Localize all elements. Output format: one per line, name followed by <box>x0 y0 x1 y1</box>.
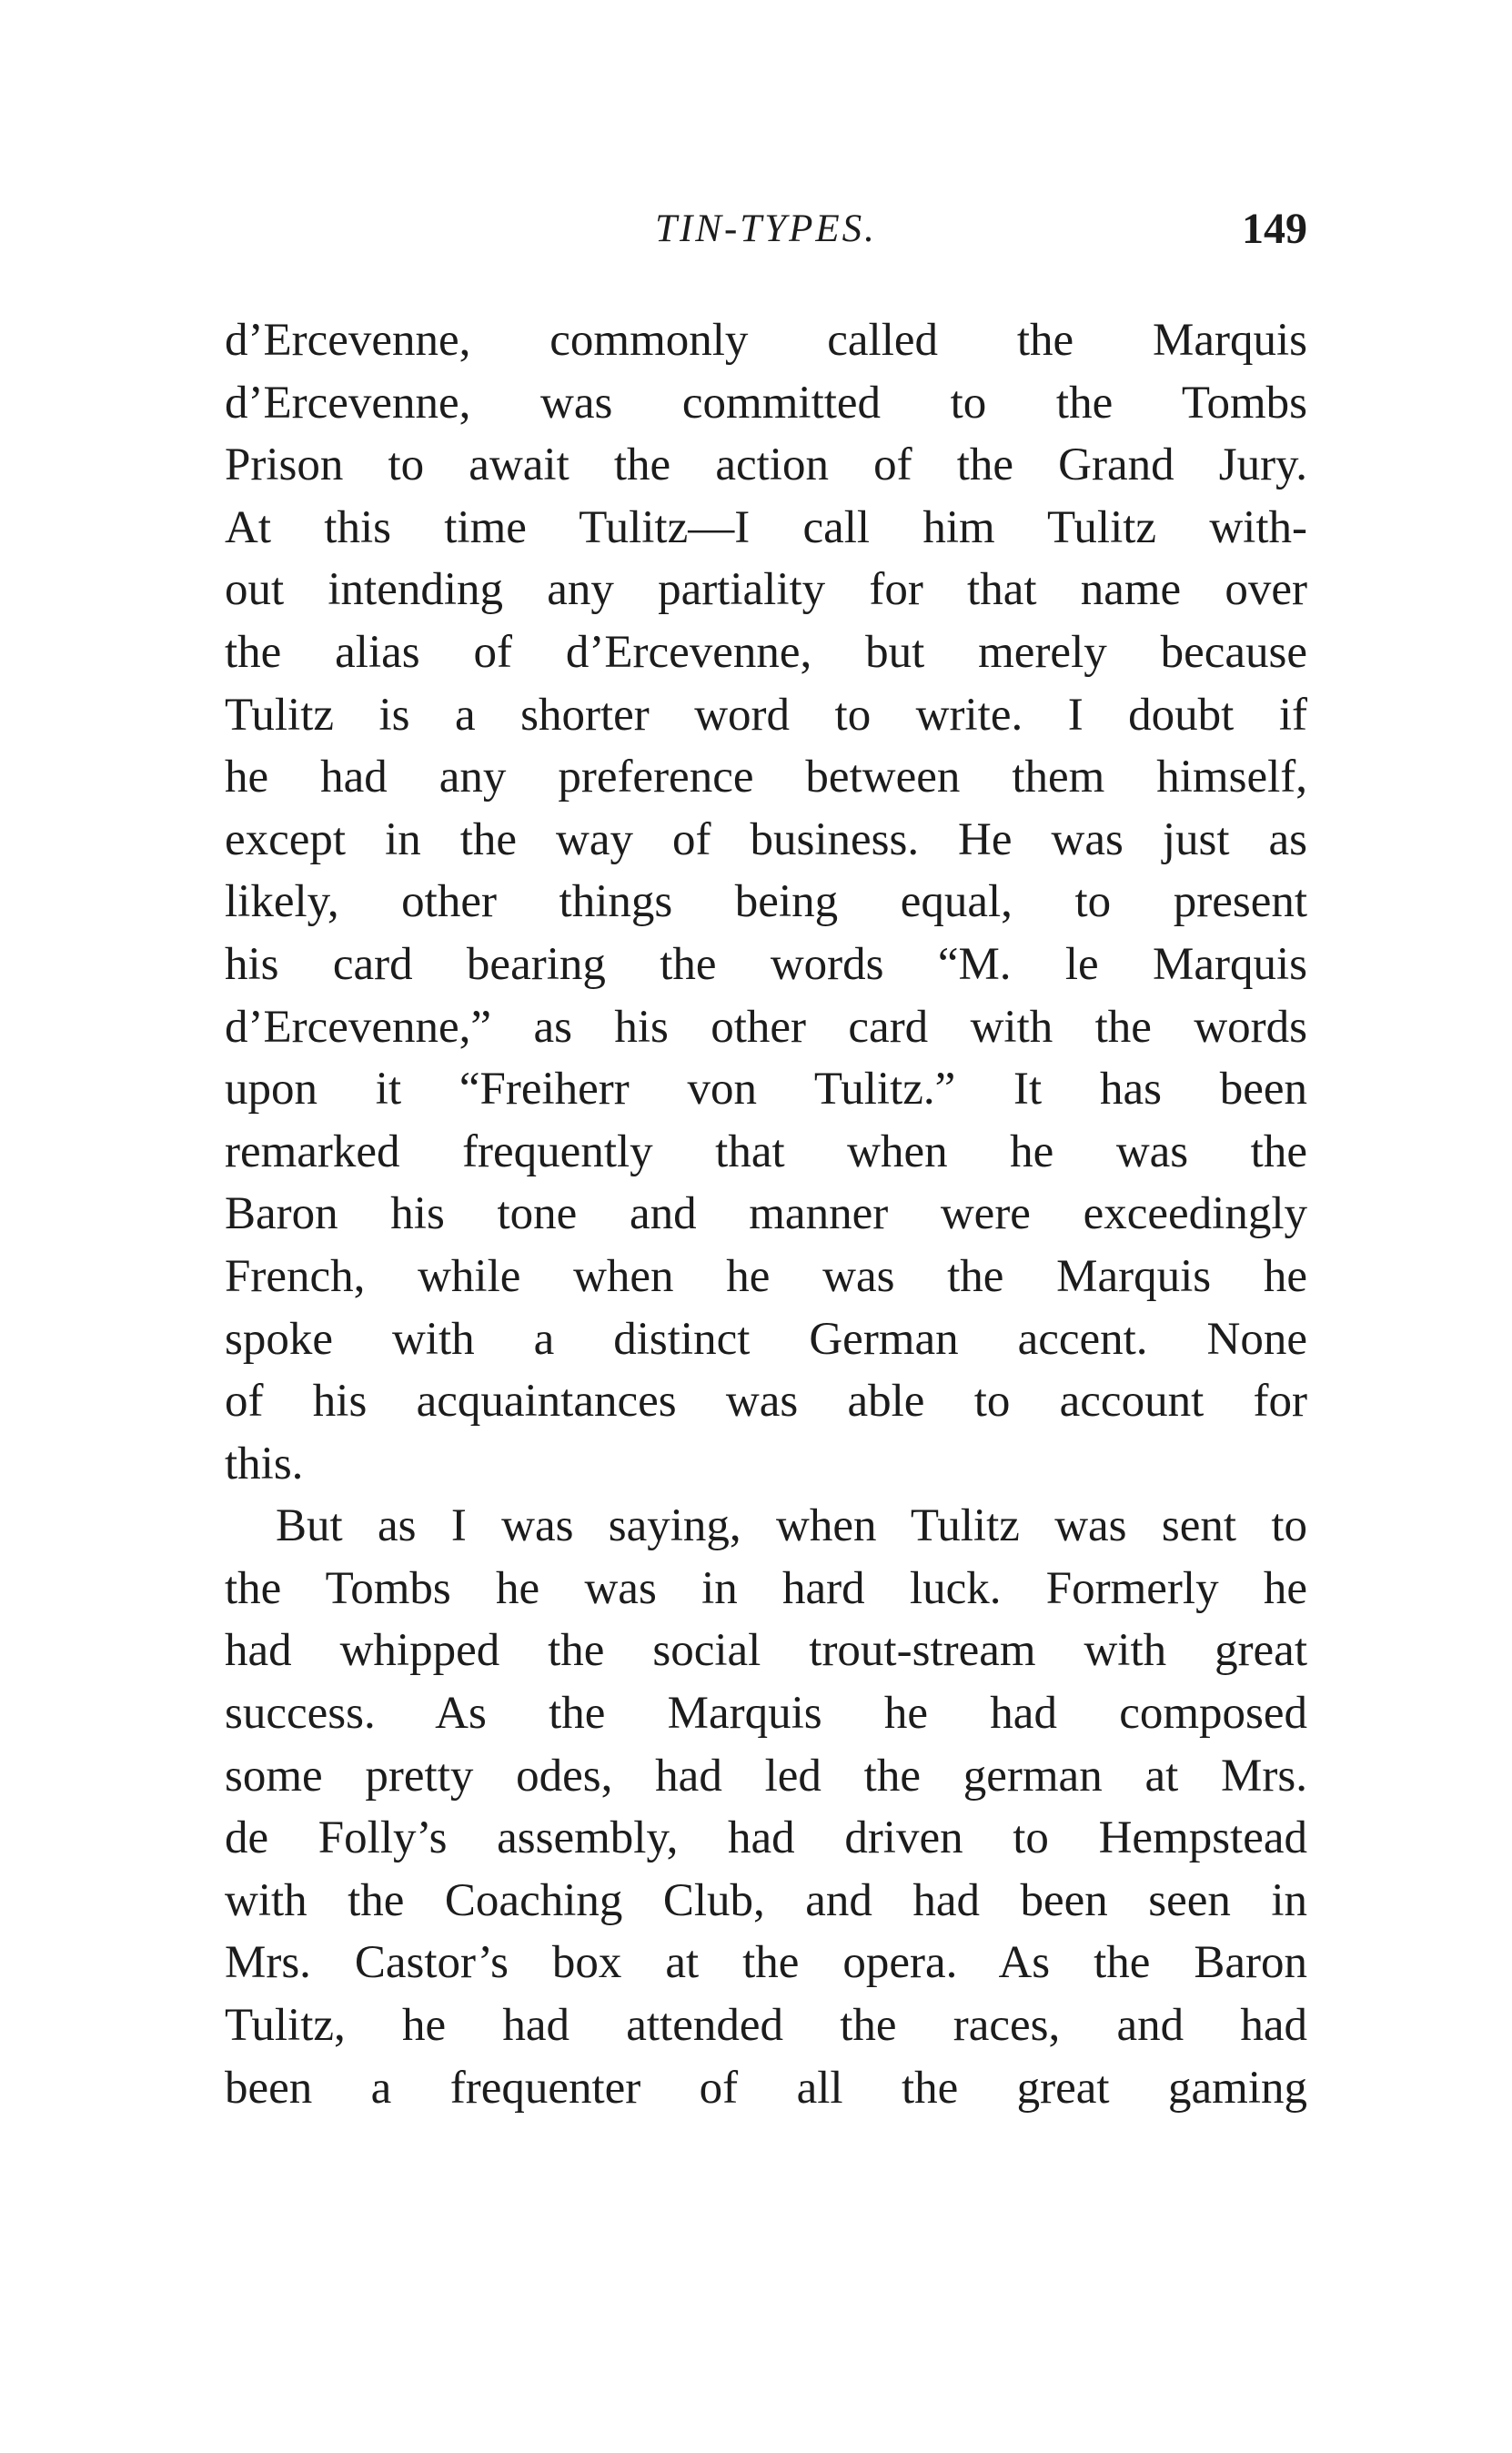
text-line: d’Ercevenne, was committed to the Tombs <box>225 377 1307 429</box>
body-text <box>225 309 1307 2119</box>
text-line: Mrs. Castor’s box at the opera. As the Baron <box>225 1937 1307 1989</box>
text-line: likely, other things being equal, to present <box>225 876 1307 928</box>
text-line: the alias of d’Ercevenne, but merely because <box>225 626 1307 678</box>
running-head <box>225 202 1307 257</box>
text-line: success. As the Marquis he had composed <box>225 1688 1307 1740</box>
text-line: out intending any partiality for that name over <box>225 564 1307 616</box>
text-line: except in the way of business. He was just as <box>225 813 1307 865</box>
text-line: French, while when he was the Marquis he <box>225 1250 1307 1302</box>
text-line: But as I was saying, when Tulitz was sent to <box>276 1500 1307 1552</box>
text-line: At this time Tulitz—I call him Tulitz with- <box>225 501 1307 553</box>
text-line: with the Coaching Club, and had been seen in <box>225 1874 1307 1926</box>
text-line: some pretty odes, had led the german at Mrs. <box>225 1750 1307 1802</box>
text-line: upon it “Freiherr von Tulitz.” It has been <box>225 1064 1307 1115</box>
text-line: spoke with a distinct German accent. None <box>225 1313 1307 1365</box>
text-line: been a frequenter of all the great gaming <box>225 2062 1307 2114</box>
text-line: had whipped the social trout-stream with great <box>225 1625 1307 1677</box>
text-line: Tulitz, he had attended the races, and had <box>225 2000 1307 2052</box>
paragraph-1 <box>225 309 1307 1495</box>
text-line: Baron his tone and manner were exceedingly <box>225 1188 1307 1240</box>
text-line: Prison to await the action of the Grand Jury. <box>225 439 1307 491</box>
text-line: his card bearing the words “M. le Marquis <box>225 938 1307 990</box>
text-line: this. <box>225 1438 304 1489</box>
page-number: 149 <box>1242 205 1307 253</box>
text-line: de Folly’s assembly, had driven to Hempstead <box>225 1812 1307 1864</box>
text-line: remarked frequently that when he was the <box>225 1126 1307 1177</box>
text-line: d’Ercevenne, commonly called the Marquis <box>225 315 1307 366</box>
running-title: TIN-TYPES. <box>655 207 877 250</box>
text-line: Tulitz is a shorter word to write. I doubt if <box>225 689 1307 741</box>
text-line: he had any preference between them himself, <box>225 752 1307 803</box>
text-line: of his acquaintances was able to account for <box>225 1376 1307 1428</box>
text-line: the Tombs he was in hard luck. Formerly he <box>225 1562 1307 1614</box>
text-line: d’Ercevenne,” as his other card with the words <box>225 1001 1307 1053</box>
paragraph-2 <box>225 1495 1307 2119</box>
